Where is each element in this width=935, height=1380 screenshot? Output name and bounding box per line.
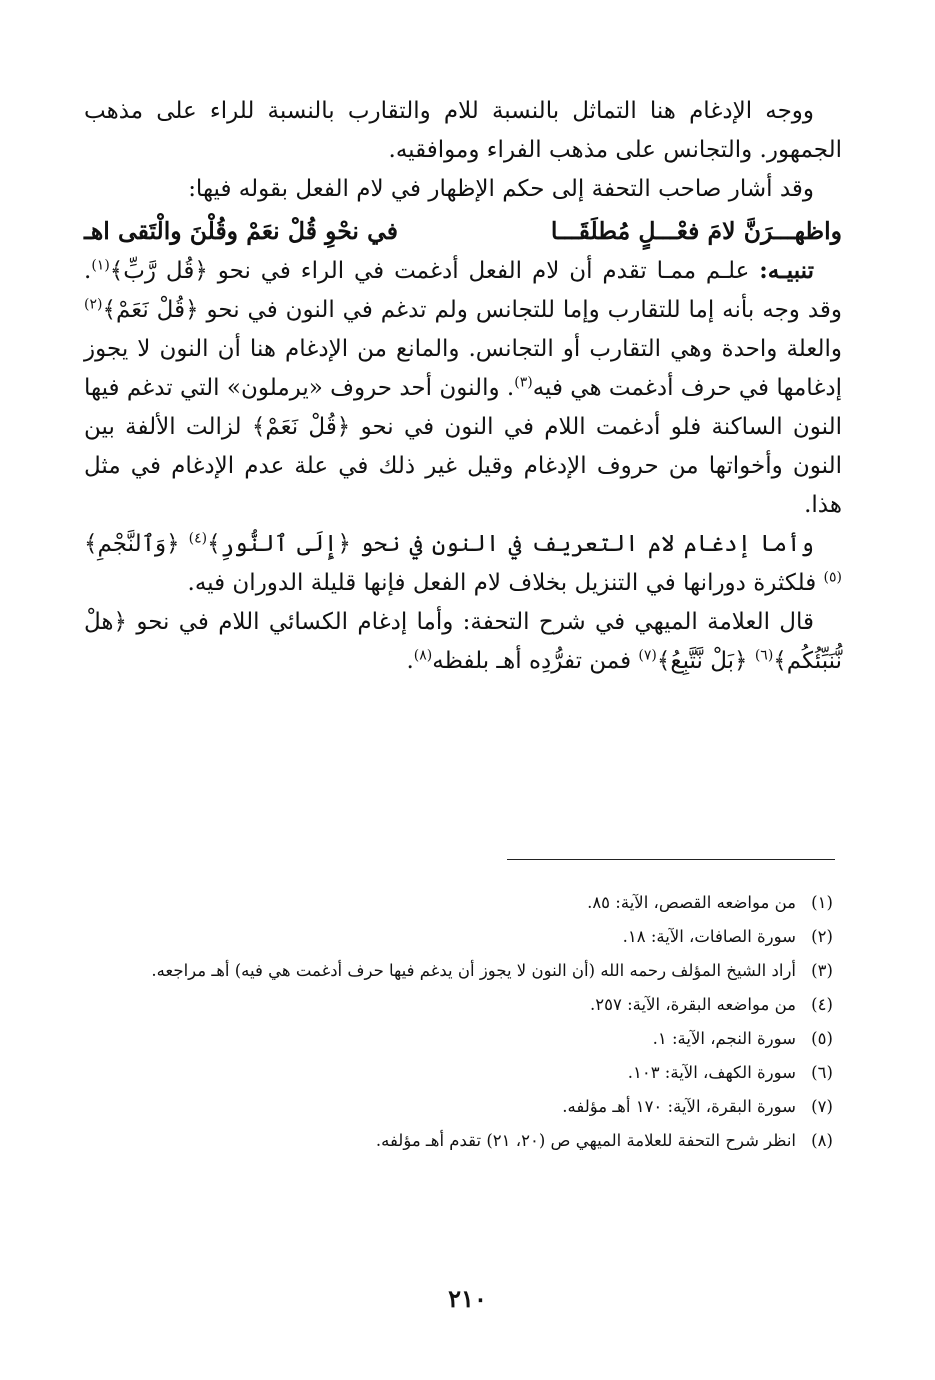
footnote-number: (٦) [811,1063,833,1082]
main-text [84,92,842,681]
footnote-ref-3[interactable]: (٣) [514,374,533,391]
paragraph-2: وقد أشار صاحب التحفة إلى حكم الإظهار في لام الفعل بقوله فيها: [188,176,814,202]
footnote-text: سورة النجم، الآية: ١. [652,1029,796,1048]
footnote-number: (٧) [811,1097,833,1116]
footnote-text: انظر شرح التحفة للعلامة الميهي ص (٢٠، ٢١) تقدم أهـ مؤلفه. [375,1131,796,1150]
footnote-text: سورة الصافات، الآية: ١٨. [622,927,796,946]
footnote-ref-7[interactable]: (٧) [638,647,657,664]
footnote-number: (٣) [811,961,833,980]
footnote-item [84,954,848,988]
paragraph-4: وأما إدغام لام التعريف في النون في نحو ﴿إِلَى ٱلنُّورِ﴾$^{(٤)}$ ﴿وَٱلنَّجْمِ﴾$^{(٥)}$ فلكثرة دورانها في التنزيل بخلاف لام الفعل فإنها قليلة الدوران فيه. [84,530,842,596]
footnote-item [84,988,848,1022]
footnote-ref-2[interactable]: (٢) [84,296,103,313]
paragraph-notice: تنبيـه: علـم ممـا تقدم أن لام الفعل أدغمت في الراء في نحو ﴿قُل رَّبِّ﴾$^{(١)}$. وقد وجه بأنه إما للتقارب وإما للتجانس ولم تدغم في النون في نحو ﴿قُلْ نَعَمْ﴾$^{(٢)}$ والعلة واحدة وهي التقارب أو التجانس. والمانع من الإدغام هنا أن النون لا يجوز إدغامها في حرف أدغمت هي فيه$^{(٣)}$. والنون أحد حروف «يرملون» التي تدغم فيها النون الساكنة فلو أدغمت اللام في النون في نحو ﴿قُلْ نَعَمْ﴾ لزالت الألفة بين النون وأخواتها من حروف الإدغام وقيل غير ذلك في علة عدم الإدغام في مثل هذا. [84,257,842,518]
footnote-text: من مواضعه القصص، الآية: ٨٥. [587,893,796,912]
footnote-item [84,1124,848,1158]
footnote-number: (٥) [811,1029,833,1048]
notice-label: تنبيـه: [759,257,814,284]
footnote-number: (٨) [811,1131,833,1150]
footnote-ref-5[interactable]: (٥) [823,569,842,586]
footnote-divider [507,859,835,860]
footnote-number: (٢) [811,927,833,946]
footnote-number: (٤) [811,995,833,1014]
footnote-ref-8[interactable]: (٨) [413,647,433,664]
footnote-number: (١) [811,893,833,912]
footnotes [84,886,848,1158]
verse-second-hemistich: في نحْوِ قُلْ نعَمْ وقُلْنَ والْتَقى اهـ [84,217,398,245]
footnote-item [84,1056,848,1090]
poem-verse [84,211,842,251]
footnote-ref-4[interactable]: (٤) [188,530,208,547]
footnote-text: من مواضعه البقرة، الآية: ٢٥٧. [590,995,796,1014]
footnote-ref-6[interactable]: (٦) [754,647,774,664]
footnote-item [84,1022,848,1056]
footnote-text: سورة الكهف، الآية: ١٠٣. [627,1063,796,1082]
paragraph-1: ووجه الإدغام هنا التماثل بالنسبة للام والتقارب بالنسبة للراء على مذهب الجمهور. والتجانس على مذهب الفراء وموافقيه. [84,98,842,163]
footnote-item [84,1090,848,1124]
footnote-ref-1[interactable]: (١) [91,257,110,274]
footnote-text: سورة البقرة، الآية: ١٧٠ أهـ مؤلفه. [562,1097,796,1116]
paragraph-5: قال العلامة الميهي في شرح التحفة: وأما إدغام الكسائي اللام في نحو ﴿هلْ نُّنَبِّئُكُم﴾$^{(٦)}$ ﴿بَلْ نَّتَّبِعُ﴾$^{(٧)}$ فمن تفرُّدِه أهـ بلفظه$^{(٨)}$. [84,609,842,674]
footnote-item [84,886,848,920]
footnote-text: أراد الشيخ المؤلف رحمه الله (أن النون لا يجوز أن يدغم فيها حرف أدغمت هي فيه) أهـ مراجعه. [151,961,796,980]
footnote-item [84,920,848,954]
verse-first-hemistich: واظهـــرَنَّ لامَ فعْـــلٍ مُطلَقَـــا [550,217,842,245]
page-number: ٢١٠ [448,1284,487,1313]
